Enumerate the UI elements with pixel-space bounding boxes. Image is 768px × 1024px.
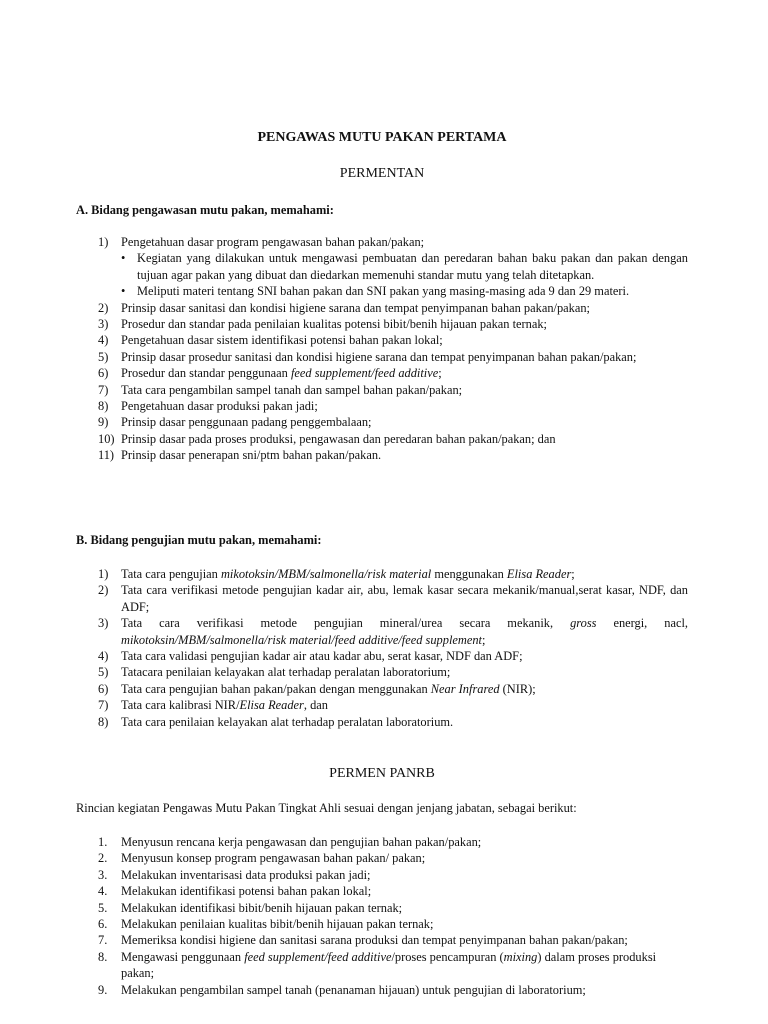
section-title-permen-panrb: PERMEN PANRB	[329, 766, 435, 781]
section-b-list	[76, 566, 688, 730]
list-item: 9. Melakukan pengambilan sampel tanah (penanaman hijauan) untuk pengujian di laboratorium;	[98, 982, 586, 997]
bullet-list	[121, 250, 688, 299]
list-item: 8) Tata cara penilaian kelayakan alat terhadap peralatan laboratorium.	[98, 714, 454, 729]
list-item: 7) Tata cara pengambilan sampel tanah dan sampel bahan pakan/pakan;	[98, 382, 463, 397]
list-item: 8. Mengawasi penggunaan feed supplement/feed additive/proses pencampuran (mixing) dalam proses produksi pakan;	[98, 949, 657, 981]
list-item: 11) Prinsip dasar penerapan sni/ptm bahan pakan/pakan.	[98, 448, 382, 463]
list-item: 4. Melakukan identifikasi potensi bahan pakan lokal;	[98, 884, 372, 899]
panrb-intro: Rincian kegiatan Pengawas Mutu Pakan Tingkat Ahli sesuai dengan jenjang jabatan, sebagai berikut:	[76, 801, 577, 815]
list-item: 1) Tata cara pengujian mikotoksin/MBM/salmonella/risk material menggunakan Elisa Reader;	[98, 567, 575, 581]
section-a-heading: A. Bidang pengawasan mutu pakan, memahami:	[76, 203, 334, 217]
list-item: 6) Tata cara pengujian bahan pakan/pakan dengan menggunakan Near Infrared (NIR);	[98, 681, 536, 696]
list-item: 7. Memeriksa kondisi higiene dan sanitasi sarana produksi dan tempat penyimpanan bahan pakan/pakan;	[98, 933, 628, 948]
list-item: 4) Tata cara validasi pengujian kadar air atau kadar abu, serat kasar, NDF dan ADF;	[98, 649, 523, 664]
list-item: 3) Tata cara verifikasi metode pengujian mineral/urea secara mekanik, gross energi, nacl, mikotoksin/MBM/salmonella/risk material/feed additive/feed supplement;	[98, 616, 688, 647]
list-item: 2) Tata cara verifikasi metode pengujian kadar air, abu, lemak kasar secara mekanik/manual,serat kasar, NDF, dan ADF;	[98, 583, 688, 614]
list-item: 7) Tata cara kalibrasi NIR/Elisa Reader, dan	[98, 698, 328, 713]
list-item: 2) Prinsip dasar sanitasi dan kondisi higiene sarana dan tempat penyimpanan bahan pakan/pakan;	[98, 300, 590, 315]
list-item: 9) Prinsip dasar penggunaan padang penggembalaan;	[98, 415, 372, 430]
list-item: 5. Melakukan identifikasi bibit/benih hijauan pakan ternak;	[98, 900, 403, 915]
list-item: 6) Prosedur dan standar penggunaan feed supplement/feed additive;	[98, 366, 442, 381]
list-item: 2. Menyusun konsep program pengawasan bahan pakan/ pakan;	[98, 851, 426, 866]
list-item: 6. Melakukan penilaian kualitas bibit/benih hijauan pakan ternak;	[98, 917, 434, 932]
bullet-item: • Meliputi materi tentang SNI bahan pakan dan SNI pakan yang masing-masing ada 9 dan 29 materi.	[121, 283, 688, 299]
list-item: 1. Menyusun rencana kerja pengawasan dan pengujian bahan pakan/pakan;	[98, 835, 482, 849]
list-item: 10) Prinsip dasar pada proses produksi, pengawasan dan peredaran bahan pakan/pakan; dan	[98, 431, 556, 446]
list-item: 3) Prosedur dan standar pada penilaian kualitas potensi bibit/benih hijauan pakan ternak;	[98, 317, 547, 332]
list-item: 4) Pengetahuan dasar sistem identifikasi potensi bahan pakan lokal;	[98, 333, 443, 348]
section-title-permentan: PERMENTAN	[339, 166, 425, 181]
list-item: 1) Pengetahuan dasar program pengawasan bahan pakan/pakan; • Kegiatan yang dilakukan untuk mengawasi pembuatan dan peredaran bahan baku pakan dan pakan dengan tujuan agar pakan yang dibuat dan diedarkan memenuhi standar mutu yang telah ditetapkan. • Meliputi materi tentang SNI bahan pakan dan SNI pakan yang masing-masing ada 9 dan 29 materi.	[76, 234, 688, 300]
list-item: 5) Prinsip dasar prosedur sanitasi dan kondisi higiene sarana dan tempat penyimpanan bahan pakan/pakan;	[98, 349, 637, 364]
section-a-list	[76, 234, 688, 464]
document-title: PENGAWAS MUTU PAKAN PERTAMA	[257, 130, 507, 145]
panrb-list	[76, 834, 688, 998]
list-item: 3. Melakukan inventarisasi data produksi pakan jadi;	[98, 867, 371, 882]
list-item: 5) Tatacara penilaian kelayakan alat terhadap peralatan laboratorium;	[98, 665, 451, 680]
section-b-heading: B. Bidang pengujian mutu pakan, memahami:	[76, 533, 322, 547]
list-item: 8) Pengetahuan dasar produksi pakan jadi;	[98, 399, 318, 414]
bullet-item: • Kegiatan yang dilakukan untuk mengawasi pembuatan dan peredaran bahan baku pakan dan pakan dengan tujuan agar pakan yang dibuat dan diedarkan memenuhi standar mutu yang telah ditetapkan.	[121, 250, 688, 283]
